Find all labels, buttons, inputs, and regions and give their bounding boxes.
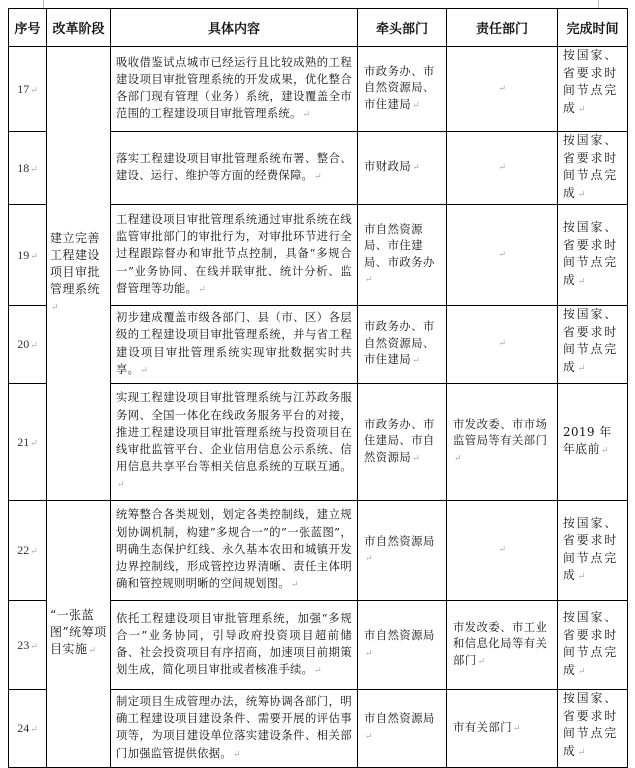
row-number: 23↵ <box>9 601 47 690</box>
time-cell: 按国家、省要求时间节点完成↵ <box>558 205 628 306</box>
lead-dept-cell: 市自然资源局↵ <box>358 601 447 690</box>
paragraph-mark-icon: ↵ <box>577 104 588 115</box>
paragraph-mark-icon: ↵ <box>140 365 149 376</box>
paragraph-mark-icon: ↵ <box>577 666 588 677</box>
paragraph-mark-icon: ↵ <box>412 356 421 367</box>
content-cell: 统筹整合各类规划，划定各类控制线，建立规划协调机制，构建“多规合一”的“一张蓝图”，明确生态保护红线、永久基本农田和城镇开发边界控制线，形成管控边界清晰、责任主体明确和管控规则明晰的空间规划图。↵ <box>111 501 358 601</box>
paragraph-mark-icon: ↵ <box>577 363 588 374</box>
time-cell: 按国家、省要求时间节点完成↵ <box>558 306 628 384</box>
paragraph-mark-icon: ↵ <box>198 284 207 295</box>
content-cell: 初步建成覆盖市级各部门、县（市、区）各层级的工程建设项目审批管理系统，并与省工程建设项目审批管理系统实现审批数据实时共享。↵ <box>111 306 358 384</box>
lead-dept-cell: 市财政局↵ <box>358 132 447 205</box>
paragraph-mark-icon: ↵ <box>365 275 374 285</box>
header-stage: 改革阶段 <box>47 9 111 47</box>
paragraph-mark-icon: ↵ <box>577 572 588 582</box>
time-cell: 按国家、省要求时间节点完成↵ <box>558 132 628 205</box>
table-row <box>9 501 628 601</box>
paragraph-mark-icon: ↵ <box>51 303 60 313</box>
time-cell: 按国家、省要求时间节点完成↵ <box>558 601 628 690</box>
paragraph-mark-icon: ↵ <box>30 163 38 174</box>
paragraph-mark-icon: ↵ <box>30 340 38 350</box>
paragraph-mark-icon: ↵ <box>232 749 241 760</box>
content-cell: 实现工程建设项目审批管理系统与江苏政务服务网、全国一体化在线政务服务平台的对接，推进工程建设项目审批管理系统与投资项目在线审批监管平台、企业信用信息公示系统、信用信息共享平台等相关信息系统的互联互通。↵ <box>111 384 358 501</box>
paragraph-mark-icon: ↵ <box>314 666 322 677</box>
row-number: 20↵ <box>9 306 47 384</box>
paragraph-mark-icon: ↵ <box>412 163 421 174</box>
content-cell: 落实工程建设项目审批管理系统布署、整合、建设、运行、维护等方面的经费保障。↵ <box>111 132 358 205</box>
header-resp-dept: 责任部门 <box>447 9 558 47</box>
paragraph-mark-icon: ↵ <box>30 84 38 95</box>
paragraph-mark-icon: ↵ <box>88 646 97 657</box>
paragraph-mark-icon: ↵ <box>30 723 38 734</box>
row-number: 18↵ <box>9 132 47 205</box>
paragraph-mark-icon: ↵ <box>302 110 311 121</box>
paragraph-mark-icon: ↵ <box>477 656 486 667</box>
lead-dept-cell: 市政务办、市自然资源局、市住建局↵ <box>358 306 447 384</box>
content-cell: 吸收借鉴试点城市已经运行且比较成熟的工程建设项目审批管理系统的开发成果，优化整合各部门现有管理（业务）系统，建设覆盖全市范围的工程建设项目审批管理系统。↵ <box>111 47 358 132</box>
resp-dept-cell <box>447 205 558 306</box>
paragraph-mark-icon: ↵ <box>365 554 374 564</box>
content-cell: 依托工程建设项目审批管理系统，加强“多规合一”业务协同，引导政府投资项目超前储备、社会投资项目有序招商，加速项目前期策划生成，简化项目审批或者核准手续。↵ <box>111 601 358 690</box>
paragraph-mark-icon: ↵ <box>290 580 299 591</box>
paragraph-mark-icon: ↵ <box>577 276 588 287</box>
resp-dept-cell: 市发改委、市工业和信息化局等有关部门↵ <box>447 601 558 690</box>
row-number: 19↵ <box>9 205 47 306</box>
paragraph-mark-icon: ↵ <box>498 545 507 556</box>
paragraph-mark-icon: ↵ <box>30 250 38 261</box>
paragraph-mark-icon: ↵ <box>498 162 507 173</box>
paragraph-mark-icon: ↵ <box>454 453 463 464</box>
lead-dept-cell: 市政务办、市自然资源局、市住建局↵ <box>358 47 447 132</box>
header-lead-dept: 牵头部门 <box>358 9 447 47</box>
resp-dept-cell: 市发改委、市市场监管局等有关部门↵ <box>447 384 558 501</box>
table-row <box>9 47 628 132</box>
paragraph-mark-icon: ↵ <box>498 249 507 260</box>
lead-dept-cell: 市自然资源局↵ <box>358 501 447 601</box>
stage-cell: “一张蓝图”统筹项目实施↵ <box>47 501 111 768</box>
paragraph-mark-icon: ↵ <box>117 480 125 491</box>
paragraph-mark-icon: ↵ <box>412 453 421 464</box>
lead-dept-cell: 市自然资源局、市住建局、市政务办↵ <box>358 205 447 306</box>
paragraph-mark-icon: ↵ <box>30 437 38 448</box>
paragraph-mark-icon: ↵ <box>498 339 507 350</box>
lead-dept-cell: 市政务办、市住建局、市自然资源局↵ <box>358 384 447 501</box>
row-number: 22↵ <box>9 501 47 601</box>
header-no: 序号 <box>9 9 47 47</box>
stage-cell: 建立完善工程建设项目审批管理系统↵ <box>47 47 111 501</box>
paragraph-mark-icon: ↵ <box>513 723 522 734</box>
paragraph-mark-icon: ↵ <box>314 172 322 182</box>
paragraph-mark-icon: ↵ <box>365 731 374 742</box>
paragraph-mark-icon: ↵ <box>30 546 38 556</box>
row-number: 17↵ <box>9 47 47 132</box>
resp-dept-cell <box>447 47 558 132</box>
paragraph-mark-icon: ↵ <box>412 100 421 111</box>
resp-dept-cell <box>447 306 558 384</box>
paragraph-mark-icon: ↵ <box>30 640 38 651</box>
time-cell: 2019 年年底前↵ <box>558 384 628 501</box>
paragraph-mark-icon: ↵ <box>577 189 588 200</box>
paragraph-mark-icon: ↵ <box>365 648 374 659</box>
paragraph-mark-icon: ↵ <box>577 747 588 758</box>
resp-dept-cell <box>447 132 558 205</box>
content-cell: 工程建设项目审批管理系统通过审批系统在线监管审批部门的审批行为，对审批环节进行全过程跟踪督办和审批节点控制，具备“多规合一”业务协同、在线并联审批、统计分析、监督管理等功能。↵ <box>111 205 358 306</box>
lead-dept-cell: 市自然资源局↵ <box>358 690 447 768</box>
paragraph-mark-icon: ↵ <box>600 446 609 456</box>
time-cell: 按国家、省要求时间节点完成↵ <box>558 501 628 601</box>
resp-dept-cell <box>447 501 558 601</box>
reform-task-table <box>8 8 628 768</box>
time-cell: 按国家、省要求时间节点完成↵ <box>558 690 628 768</box>
content-cell: 制定项目生成管理办法，统筹协调各部门，明确工程建设项目建设条件、需要开展的评估事项等，为项目建设单位落实建设条件、相关部门加强监管提供依据。↵ <box>111 690 358 768</box>
header-content: 具体内容 <box>111 9 358 47</box>
paragraph-mark-icon: ↵ <box>498 83 507 94</box>
resp-dept-cell: 市有关部门↵ <box>447 690 558 768</box>
header-time: 完成时间 <box>558 9 628 47</box>
row-number: 24↵ <box>9 690 47 768</box>
table-header-row <box>9 9 628 47</box>
time-cell: 按国家、省要求时间节点完成↵ <box>558 47 628 132</box>
row-number: 21↵ <box>9 384 47 501</box>
